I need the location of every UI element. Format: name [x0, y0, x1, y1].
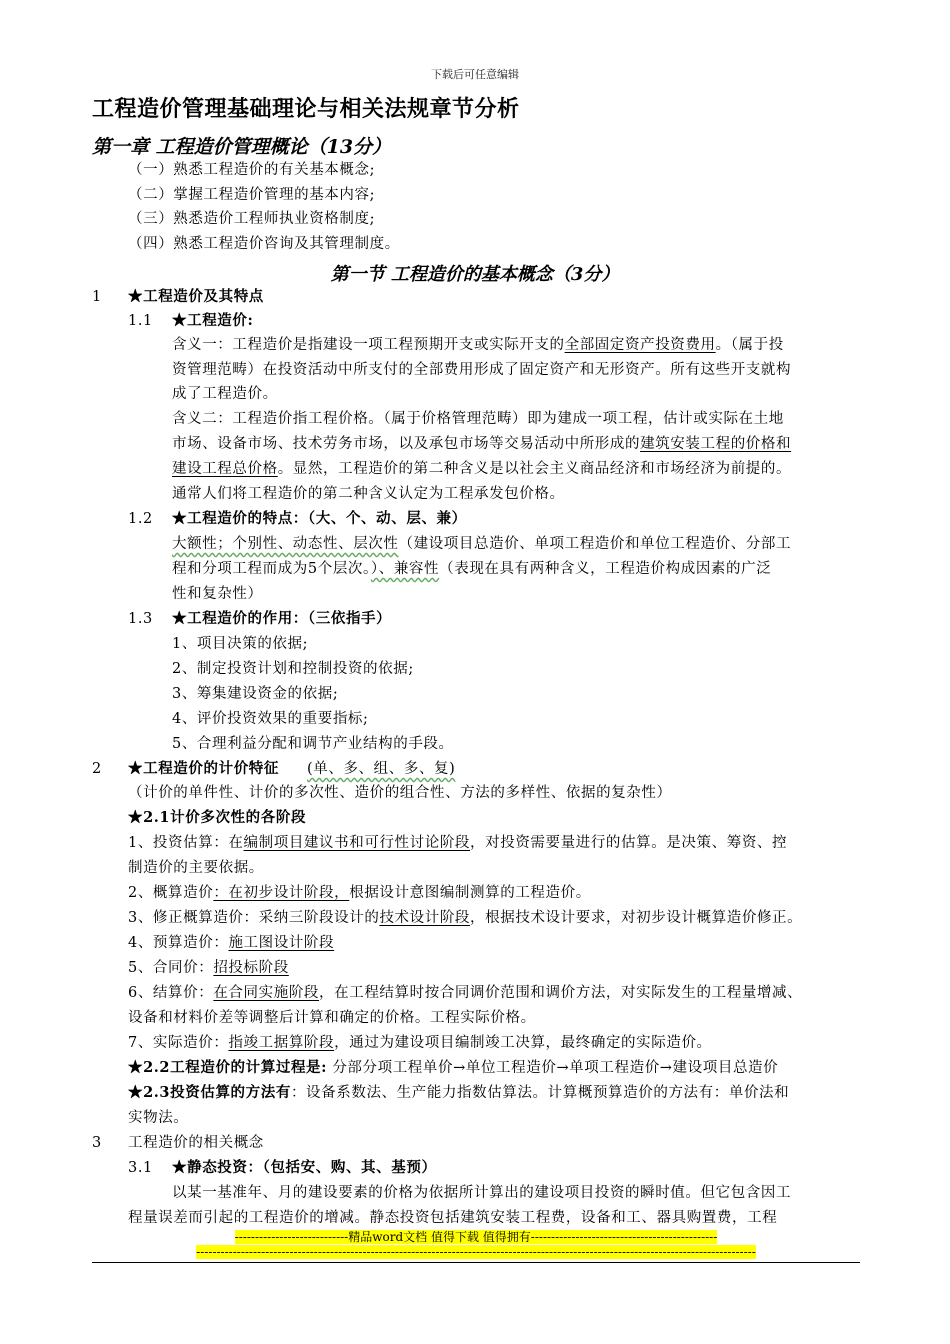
heading-1-3-number: 1.3	[128, 611, 153, 627]
heading-2-title: ★工程造价的计价特征	[128, 760, 279, 777]
features-line-2: 程和分项工程而成为5个层次。）、兼容性（表现在具有两种含义，工程造价构成因素的广泛	[172, 561, 772, 577]
definition-2-line-2: 市场、设备市场、技术劳务市场，以及承包市场等交易活动中所形成的建筑安装工程的价格和	[172, 436, 792, 452]
definition-2-line-3: 建设工程总价格。显然，工程造价的第二种含义是以社会主义商品经济和市场经济为前提的。	[172, 461, 792, 477]
heading-3-1-title: ★静态投资：（包括安、购、其、基预）	[172, 1159, 437, 1176]
stage-1-line-2: 制造价的主要依据。	[128, 860, 264, 876]
heading-3-1	[128, 1158, 437, 1178]
requirement-3: （三）熟悉造价工程师执业资格制度;	[128, 211, 376, 227]
heading-2-3-title: 投资估算的方法有	[170, 1084, 291, 1101]
heading-1-3	[128, 609, 391, 629]
role-4: 4、评价投资效果的重要指标;	[172, 711, 369, 727]
heading-1-2	[128, 509, 467, 529]
heading-3	[92, 1133, 264, 1153]
heading-2	[92, 759, 455, 779]
stage-5: 5、合同价：招投标阶段	[128, 960, 289, 976]
role-1: 1、项目决策的依据;	[172, 636, 309, 652]
stage-6-line-1: 6、结算价：在合同实施阶段，在工程结算时按合同调价范围和调价方法，对实际发生的工程量增减、	[128, 985, 803, 1001]
role-5: 5、合理利益分配和调节产业结构的手段。	[172, 736, 454, 752]
features-line-1: 大额性；个别性、动态性、层次性（建设项目总造价、单项工程造价和单位工程造价、分部工	[172, 536, 792, 552]
definition-1-line-3: 成了工程造价。	[172, 386, 278, 402]
document-title: 工程造价管理基础理论与相关法规章节分析	[92, 96, 520, 122]
definition-1-line-2: 资管理范畴）在投资活动中所支付的全部费用形成了固定资产和无形资产。所有这些开支就构	[172, 362, 792, 378]
heading-1-1	[128, 311, 253, 331]
section-heading: 第一节 工程造价的基本概念（3分）	[330, 264, 620, 285]
stage-4: 4、预算造价：施工图设计阶段	[128, 935, 335, 951]
heading-2-hint: (单、多、组、多、复)	[307, 761, 456, 777]
stage-1-line-1: 1、投资估算：在编制项目建议书和可行性讨论阶段，对投资需要量进行的估算。是决策、筹资、控	[128, 835, 788, 851]
static-investment-line-2: 程量误差而引起的工程造价的增减。静态投资包括建筑安装工程费，设备和工、器具购置费，工程	[128, 1210, 778, 1226]
heading-1	[92, 287, 264, 307]
features-line-3: 性和复杂性）	[172, 586, 263, 602]
footer-banner: ----------------------------精品word文档 值得下载 值得拥有----------------------------------------------	[234, 1230, 718, 1244]
term-total-price: 建设工程总价格	[172, 461, 278, 477]
footer-rule	[92, 1262, 860, 1263]
static-investment-line-1: 以某一基准年、月的建设要素的价格为依据所计算出的建设项目投资的瞬时值。但它包含因工	[172, 1185, 792, 1201]
role-3: 3、筹集建设资金的依据;	[172, 686, 339, 702]
stage-6-line-2: 设备和材料价差等调整后计算和确定的价格。工程实际价格。	[128, 1010, 536, 1026]
pricing-characteristics: （计价的单件性、计价的多次性、造价的组合性、方法的多样性、依据的复杂性）	[128, 785, 672, 801]
term-fixed-asset-investment: 全部固定资产投资费用	[564, 337, 716, 353]
heading-3-title: 工程造价的相关概念	[128, 1135, 264, 1151]
definition-2-line-1: 含义二：工程造价指工程价格。（属于价格管理范畴）即为建成一项工程，估计或实际在土地	[172, 411, 784, 427]
heading-2-number: 2	[92, 761, 102, 777]
heading-1-title: ★工程造价及其特点	[128, 288, 264, 305]
chapter-heading: 第一章 工程造价管理概论（13分）	[92, 136, 392, 158]
heading-2-3: ★2.3投资估算的方法有：设备系数法、生产能力指数估算法。计算概预算造价的方法有：单价法和	[128, 1084, 790, 1101]
stage-7: 7、实际造价：指竣工据算阶段，通过为建设项目编制竣工决算，最终确定的实际造价。	[128, 1035, 712, 1051]
heading-2-2: ★2.2工程造价的计算过程是: 分部分项工程单价→单位工程造价→单项工程造价→建设项目总造价	[128, 1059, 779, 1076]
requirement-2: （二）掌握工程造价管理的基本内容;	[128, 187, 376, 203]
term-construction-price: 建筑安装工程的价格和	[640, 436, 792, 452]
heading-1-3-title: ★工程造价的作用：（三依指手）	[172, 610, 392, 627]
heading-2-2-title: 工程造价的计算过程是:	[170, 1059, 328, 1076]
estimation-methods: ：设备系数法、生产能力指数估算法。计算概预算造价的方法有：单价法和	[290, 1085, 790, 1101]
requirement-4: （四）熟悉工程造价咨询及其管理制度。	[128, 236, 400, 252]
calculation-process: 分部分项工程单价→单位工程造价→单项工程造价→建设项目总造价	[332, 1060, 779, 1076]
heading-3-number: 3	[92, 1135, 102, 1151]
footer-dash-line: ------------------------------------------------------------------------------------------------------------------------------------------	[196, 1245, 756, 1259]
page-header: 下载后可任意编辑	[431, 68, 519, 81]
definition-1-line-1: 含义一：工程造价是指建设一项工程预期开支或实际开支的全部固定资产投资费用。（属于投	[172, 337, 784, 353]
role-2: 2、制定投资计划和控制投资的依据;	[172, 661, 414, 677]
estimation-methods-line-2: 实物法。	[128, 1110, 189, 1126]
stage-3: 3、修正概算造价：采纳三阶段设计的技术设计阶段，根据技术设计要求，对初步设计概算造价修正。	[128, 910, 803, 926]
heading-2-1-title: 计价多次性的各阶段	[170, 809, 307, 826]
heading-1-2-number: 1.2	[128, 511, 153, 527]
heading-1-2-title: ★工程造价的特点：（大、个、动、层、兼）	[172, 510, 467, 527]
heading-1-1-number: 1.1	[128, 313, 153, 329]
requirement-1: （一）熟悉工程造价的有关基本概念;	[128, 162, 376, 178]
heading-2-1: ★2.1计价多次性的各阶段	[128, 809, 307, 826]
heading-3-1-number: 3.1	[128, 1160, 153, 1176]
stage-2: 2、概算造价：在初步设计阶段，根据设计意图编制测算的工程造价。	[128, 885, 591, 901]
heading-1-1-title: ★工程造价:	[172, 312, 254, 329]
heading-1-number: 1	[92, 289, 102, 305]
definition-2-line-4: 通常人们将工程造价的第二种含义认定为工程承发包价格。	[172, 486, 565, 502]
